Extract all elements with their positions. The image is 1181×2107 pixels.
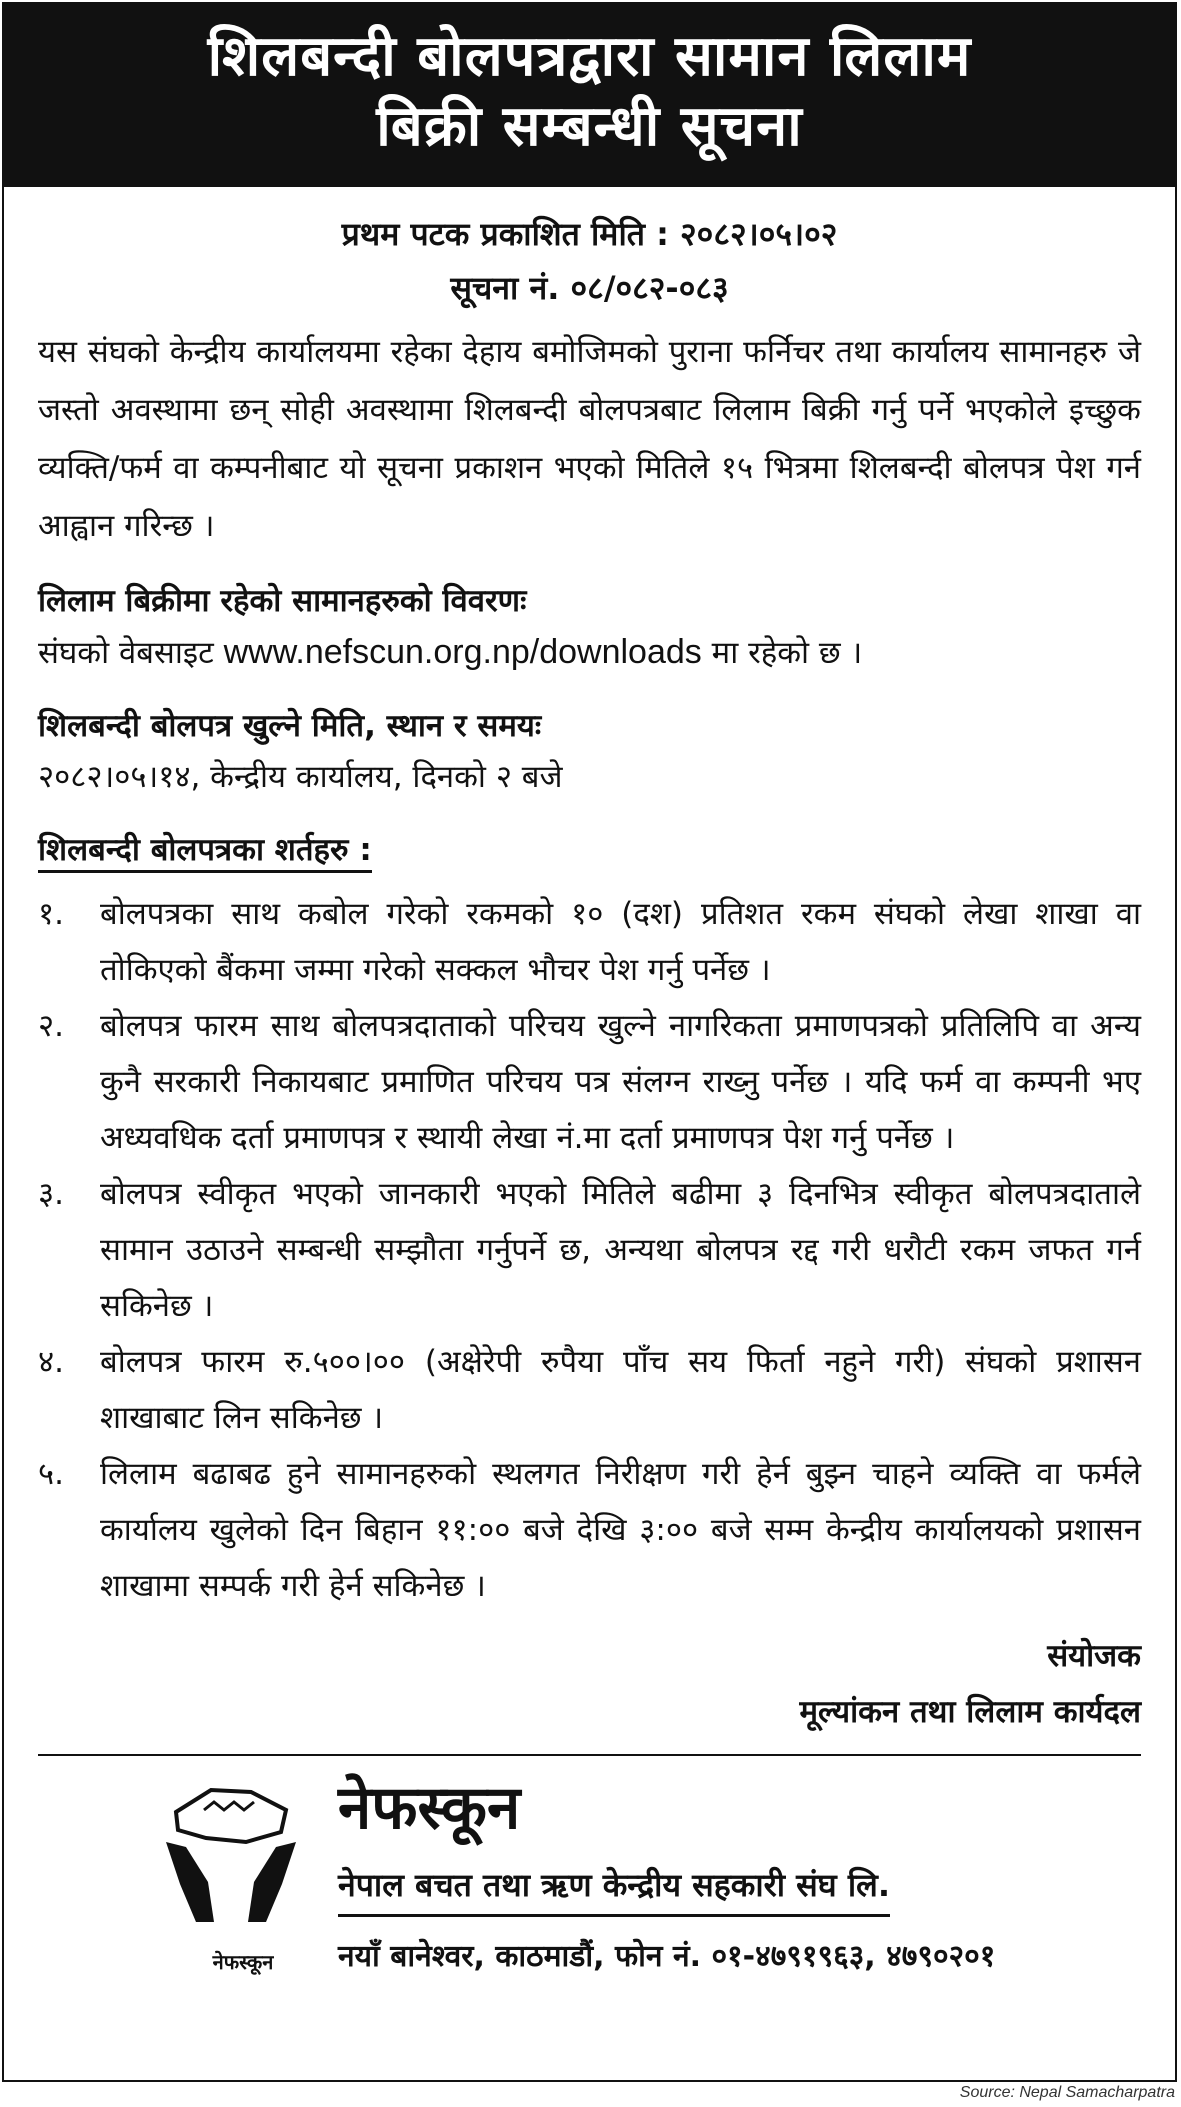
hands-logo-icon [156, 1772, 306, 1942]
organization-address: नयाँ बानेश्वर, काठमाडौं, फोन नं. ०१-४७९१९६३, ४७९०२०१ [338, 1939, 996, 1974]
logo-caption: नेफस्कून [212, 1950, 274, 1974]
opening-detail: २०८२।०५।१४, केन्द्रीय कार्यालय, दिनको २ बजे [38, 759, 563, 795]
website-link[interactable]: www.nefscun.org.np/downloads [223, 633, 702, 671]
list-item [38, 1166, 1141, 1334]
items-suffix: मा रहेको छ । [711, 635, 863, 671]
notice-header [4, 4, 1175, 187]
term-number: ३. [38, 1176, 64, 1212]
signatory-role: संयोजक [1047, 1638, 1141, 1674]
items-detail [38, 625, 1141, 680]
term-text: बोलपत्र फारम रु.५००।०० (अक्षेरेपी रुपैया पाँच सय फिर्ता नहुने गरी) संघको प्रशासन शाखाबाट लिन सकिनेछ । [100, 1344, 1141, 1436]
list-item [38, 1334, 1141, 1446]
signature-block [38, 1628, 1141, 1740]
terms-heading [38, 826, 1141, 874]
term-number: २. [38, 1008, 64, 1044]
title-line-1: शिलबन्दी बोलपत्रद्वारा सामान लिलाम [207, 24, 972, 89]
items-heading: लिलाम बिक्रीमा रहेको सामानहरुको विवरणः [38, 583, 527, 619]
brand-name: नेफस्कून [338, 1773, 521, 1843]
published-date: प्रथम पटक प्रकाशित मिति : २०८२।०५।०२ [341, 215, 838, 253]
opening-heading: शिलबन्दी बोलपत्र खुल्ने मिति, स्थान र समयः [38, 708, 542, 744]
notice [2, 2, 1177, 2082]
terms-list [38, 886, 1141, 1614]
term-text: बोलपत्र स्वीकृत भएको जानकारी भएको मितिले बढीमा ३ दिनभित्र स्वीकृत बोलपत्रदाताले सामान उठाउने सम्बन्धी सम्झौता गर्नुपर्ने छ, अन्यथा बोलपत्र रद्द गरी धरौटी रकम जफत गर्न सकिनेछ । [100, 1176, 1141, 1324]
list-item [38, 886, 1141, 998]
source-credit: Source: Nepal Samacharpatra [959, 2084, 1175, 2101]
intro-paragraph: यस संघको केन्द्रीय कार्यालयमा रहेका देहाय बमोजिमको पुराना फर्निचर तथा कार्यालय सामानहरु जे जस्तो अवस्थामा छन् सोही अवस्थामा शिलबन्दी बोलपत्रबाट लिलाम बिक्री गर्नु पर्ने भएकोले इच्छुक व्यक्ति/फर्म वा कम्पनीबाट यो सूचना प्रकाशन भएको मितिले १५ भित्रमा शिलबन्दी बोलपत्र पेश गर्न आह्वान गरिन्छ । [38, 334, 1141, 544]
terms-heading-text: शिलबन्दी बोलपत्रका शर्तहरु : [38, 832, 372, 873]
title-line-2: बिक्री सम्बन्धी सूचना [376, 94, 803, 159]
items-prefix: संघको वेबसाइट [38, 635, 214, 671]
organization-name: नेपाल बचत तथा ऋण केन्द्रीय सहकारी संघ लि. [338, 1860, 890, 1917]
list-item [38, 1446, 1141, 1614]
term-text: बोलपत्र फारम साथ बोलपत्रदाताको परिचय खुल्ने नागरिकता प्रमाणपत्रको प्रतिलिपि वा अन्य कुनै सरकारी निकायबाट प्रमाणित परिचय पत्र संलग्न राख्नु पर्नेछ । यदि फर्म वा कम्पनी भए अध्यवधिक दर्ता प्रमाणपत्र र स्थायी लेखा नं.मा दर्ता प्रमाणपत्र पेश गर्नु पर्नेछ । [100, 1008, 1141, 1156]
footer [38, 1756, 1141, 2006]
notice-content [4, 187, 1175, 2006]
term-text: लिलाम बढाबढ हुने सामानहरुको स्थलगत निरीक्षण गरी हेर्न बुझ्न चाहने व्यक्ति वा फर्मले कार्यालय खुलेको दिन बिहान ११:०० बजे देखि ३:०० बजे सम्म केन्द्रीय कार्यालयको प्रशासन शाखामा सम्पर्क गरी हेर्न सकिनेछ । [100, 1456, 1141, 1604]
list-item [38, 998, 1141, 1166]
term-number: ५. [38, 1456, 64, 1492]
signatory-committee: मूल्यांकन तथा लिलाम कार्यदल [799, 1694, 1141, 1730]
term-number: १. [38, 896, 64, 932]
term-text: बोलपत्रका साथ कबोल गरेको रकमको १० (दश) प्रतिशत रकम संघको लेखा शाखा वा तोकिएको बैंकमा जम्मा गरेको सक्कल भौचर पेश गर्नु पर्नेछ । [100, 896, 1141, 988]
term-number: ४. [38, 1344, 64, 1380]
notice-number: सूचना नं. ०८/०८२-०८३ [450, 269, 729, 307]
